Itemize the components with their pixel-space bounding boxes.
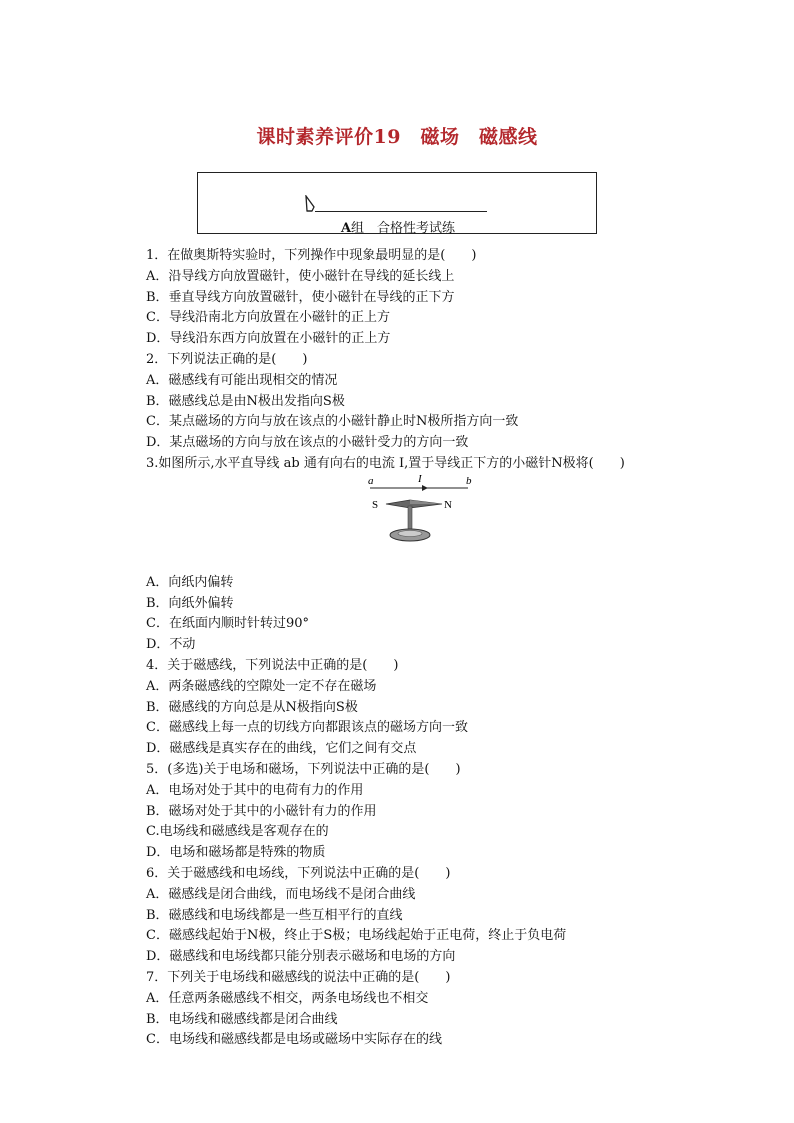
q6-option-d: D．磁感线和电场线都只能分别表示磁场和电场的方向: [146, 949, 456, 965]
page-title: 课时素养评价19 磁场 磁感线: [256, 126, 538, 148]
q4-option-d: D．磁感线是真实存在的曲线，它们之间有交点: [146, 741, 417, 757]
q5-stem: 5．(多选)关于电场和磁场，下列说法中正确的是( ): [146, 761, 461, 777]
compass-stand: [408, 506, 412, 532]
section-group-label: A组 合格性考试练: [340, 221, 456, 236]
header-rule: [315, 211, 487, 212]
q6-stem: 6．关于磁感线和电场线，下列说法中正确的是( ): [146, 865, 451, 881]
label-south: S: [372, 498, 379, 511]
question-list: [146, 246, 706, 1051]
q6-option-c: C．磁感线起始于N极，终止于S极；电场线起始于正电荷，终止于负电荷: [146, 928, 567, 944]
q1-stem: 1．在做奥斯特实验时，下列操作中现象最明显的是( ): [146, 248, 477, 263]
q6-option-b: B．磁感线和电场线都是一些互相平行的直线: [146, 907, 403, 923]
q3-figure: [146, 475, 706, 573]
q1-option-c: C．导线沿南北方向放置在小磁针的正上方: [146, 310, 390, 326]
label-current: I: [418, 474, 422, 485]
q4-option-c: C．磁感线上每一点的切线方向都跟该点的磁场方向一致: [146, 720, 468, 736]
q5-option-b: B．磁场对处于其中的小磁针有力的作用: [146, 803, 377, 819]
q2-option-d: D．某点磁场的方向与放在该点的小磁针受力的方向一致: [146, 435, 469, 451]
label-b: b: [466, 474, 472, 487]
q3-stem: 3.如图所示,水平直导线 ab 通有向右的电流 I,置于导线正下方的小磁针N极将( ): [146, 455, 625, 471]
q4-option-b: B．磁感线的方向总是从N极指向S极: [146, 699, 358, 715]
q5-option-a: A．电场对处于其中的电荷有力的作用: [146, 782, 364, 798]
q5-option-c: C.电场线和磁感线是客观存在的: [146, 824, 329, 840]
q2-option-c: C．某点磁场的方向与放在该点的小磁针静止时N极所指方向一致: [146, 414, 519, 430]
q1-option-d: D．导线沿东西方向放置在小磁针的正上方: [146, 331, 391, 347]
q7-option-b: B．电场线和磁感线都是闭合曲线: [146, 1011, 338, 1027]
q5-option-d: D．电场和磁场都是特殊的物质: [146, 845, 326, 861]
q3-option-a: A．向纸内偏转: [146, 574, 234, 590]
q4-option-a: A．两条磁感线的空隙处一定不存在磁场: [146, 678, 377, 694]
q6-option-a: A．磁感线是闭合曲线，而电场线不是闭合曲线: [146, 886, 416, 902]
q1-option-b: B．垂直导线方向放置磁针，使小磁针在导线的正下方: [146, 289, 455, 305]
q2-option-b: B．磁感线总是由N极出发指向S极: [146, 393, 345, 409]
compass-base-top: [398, 530, 422, 536]
label-a: a: [368, 474, 374, 487]
q4-stem: 4．关于磁感线，下列说法中正确的是( ): [146, 657, 399, 673]
label-north: N: [444, 498, 452, 511]
section-header-box: [197, 172, 597, 234]
q7-stem: 7．下列关于电场线和磁感线的说法中正确的是( ): [146, 969, 451, 985]
q7-option-a: A．任意两条磁感线不相交，两条电场线也不相交: [146, 990, 429, 1006]
q2-option-a: A．磁感线有可能出现相交的情况: [146, 372, 338, 388]
q1-option-a: A．沿导线方向放置磁针，使小磁针在导线的延长线上: [146, 268, 455, 284]
q7-option-c: C．电场线和磁感线都是电场或磁场中实际存在的线: [146, 1032, 442, 1048]
q3-option-c: C．在纸面内顺时针转过90°: [146, 616, 309, 632]
q3-option-d: D．不动: [146, 637, 196, 653]
q2-stem: 2．下列说法正确的是( ): [146, 351, 308, 367]
current-arrow-icon: [422, 485, 428, 491]
compass-under-wire-figure: [364, 475, 484, 571]
q3-option-b: B．向纸外偏转: [146, 595, 234, 611]
